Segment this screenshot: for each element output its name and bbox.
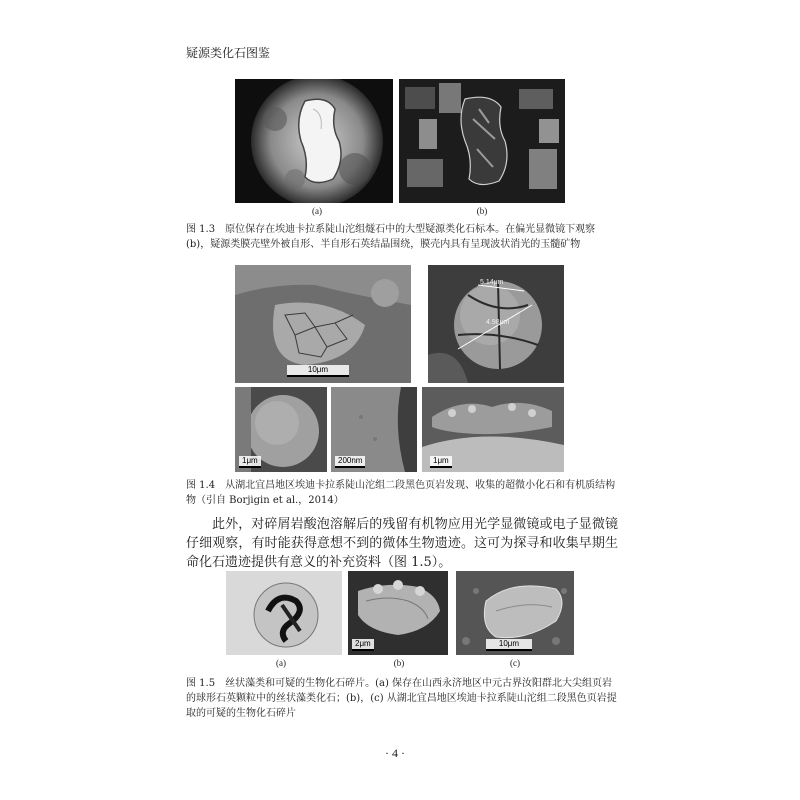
fig1-5c-sem [456, 571, 574, 655]
fig1-5-caption: 图 1.5 丝状藻类和可疑的生物化石碎片。(a) 保存在山西永济地区中元古界汝阳群北大尖组页岩的球形石英颗粒中的丝状藻类化石；(b)，(c) 从湖北宜昌地区埃迪卡拉系陡山沱组二段黑色页岩提取的可疑的生物化石碎片 [186, 678, 617, 719]
scale-bar-10um: 10μm [287, 365, 349, 377]
fig1-4-bottom-right-sem [422, 387, 564, 472]
body-paragraph: 此外，对碎屑岩酸泡溶解后的残留有机物应用光学显微镜或电子显微镜仔细观察，有时能获得意想不到的微体生物遗迹。这可为探寻和收集早期生命化石遗迹提供有意义的补充资料（图 1.5）。 [186, 517, 618, 570]
fig1-3a-label: (a) [312, 206, 322, 216]
scale-bar-10um-c: 10μm [486, 639, 532, 651]
page-number: · 4 · [385, 746, 405, 760]
fig1-5a-label: (a) [276, 658, 286, 668]
fig1-4-caption: 图 1.4 从湖北宜昌地区埃迪卡拉系陡山沱组二段黑色页岩发现、收集的超微小化石和有机质结构物（引自 Borjigin et al.，2014） [186, 480, 616, 506]
fig1-4-top-left-sem [235, 265, 411, 383]
measurement-label-1: 5.14μm [480, 279, 504, 286]
fig1-4-bottom-mid-sem [331, 387, 417, 472]
fig1-5b-sem [348, 571, 448, 655]
fig1-3b-label: (b) [476, 206, 488, 216]
fig1-4-top-right-sem [428, 265, 564, 383]
scale-bar-2um: 2μm [352, 639, 374, 651]
fig1-3-caption: 图 1.3 原位保存在埃迪卡拉系陡山沱组燧石中的大型疑源类化石标本。在偏光显微镜下观察(b)，疑源类膜壳壁外被自形、半自形石英结晶围绕，膜壳内具有呈现波状消光的玉髓矿物 [186, 224, 596, 250]
scale-bar-1um-left: 1μm [239, 456, 261, 468]
fig1-4-bottom-left-sem [235, 387, 327, 472]
fig1-5c-label: (c) [510, 658, 520, 668]
fig1-3a-micrograph [235, 79, 393, 203]
fig1-3b-polarized-micrograph [399, 79, 565, 203]
scale-bar-200nm: 200nm [335, 456, 365, 468]
running-header: 疑源类化石图鉴 [186, 46, 271, 60]
measurement-label-2: 4.98μm [486, 319, 510, 326]
fig1-5a-micrograph [226, 571, 342, 655]
fig1-5b-label: (b) [393, 658, 405, 668]
scale-bar-1um-right: 1μm [430, 456, 452, 468]
